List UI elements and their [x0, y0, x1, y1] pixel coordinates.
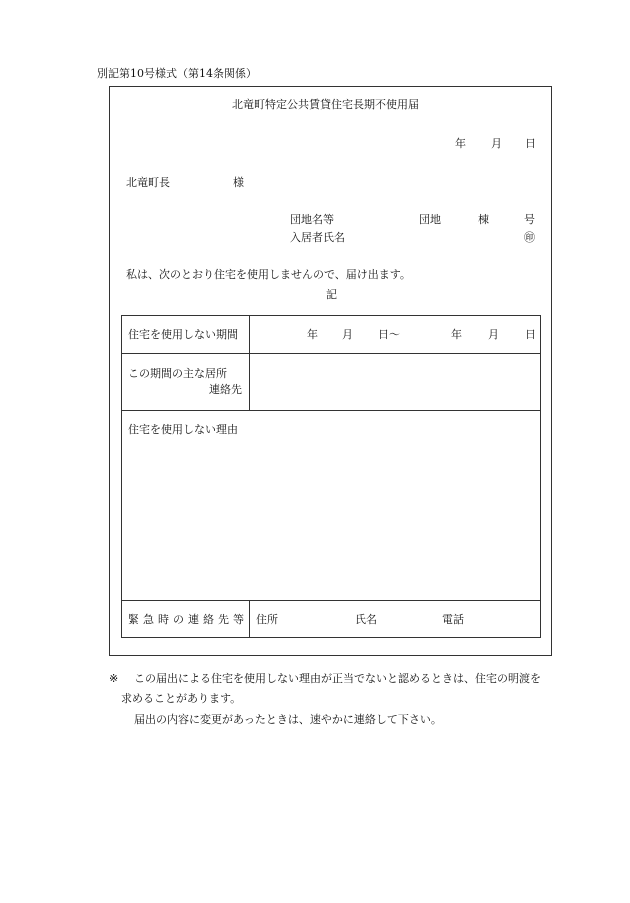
period-from-year: 年: [307, 328, 318, 341]
period-label: 住宅を使用しない期間: [128, 328, 238, 341]
reason-label: 住宅を使用しない理由: [128, 423, 238, 436]
contact-label: 連絡先: [209, 383, 242, 396]
complex-unit: 団地: [419, 213, 441, 226]
note-line-2: 求めることがあります。: [121, 692, 242, 705]
form-title: 北竜町特定公共賃貸住宅長期不使用届: [232, 98, 419, 111]
period-to-year: 年: [451, 328, 462, 341]
emergency-phone-label: 電話: [442, 613, 464, 626]
period-from-month: 月: [342, 328, 353, 341]
note-line-3: 届出の内容に変更があったときは、速やかに連絡して下さい。: [134, 713, 442, 726]
addressee-name: 北竜町長: [126, 176, 170, 189]
statement-text: 私は、次のとおり住宅を使用しませんので、届け出ます。: [126, 268, 411, 281]
emergency-address-label: 住所: [256, 613, 278, 626]
residence-label: この期間の主な居所: [128, 367, 227, 380]
resident-label: 入居者氏名: [290, 231, 345, 244]
emergency-label: 緊急時の連絡先等: [128, 613, 248, 626]
seal-mark: ㊞: [524, 231, 535, 244]
table-rule: [122, 600, 540, 601]
ki-heading: 記: [326, 288, 337, 301]
table-rule: [122, 353, 540, 354]
period-to-month: 月: [488, 328, 499, 341]
period-to-day: 日: [525, 328, 536, 341]
addressee-honorific: 様: [233, 176, 244, 189]
period-from-day: 日～: [378, 328, 400, 341]
note-mark: ※: [109, 672, 119, 685]
complex-label: 団地名等: [290, 213, 334, 226]
record-table: [121, 315, 541, 638]
date-year: 年: [455, 137, 466, 150]
building-unit: 棟: [478, 213, 489, 226]
form-label: 別記第10号様式（第14条関係）: [97, 67, 257, 80]
table-divider: [249, 316, 250, 410]
table-divider: [249, 600, 250, 638]
emergency-name-label: 氏名: [355, 613, 377, 626]
note-line-1: この届出による住宅を使用しない理由が正当でないと認めるときは、住宅の明渡を: [134, 672, 541, 685]
date-day: 日: [525, 137, 536, 150]
table-rule: [122, 410, 540, 411]
room-unit: 号: [524, 213, 535, 226]
date-month: 月: [491, 137, 502, 150]
